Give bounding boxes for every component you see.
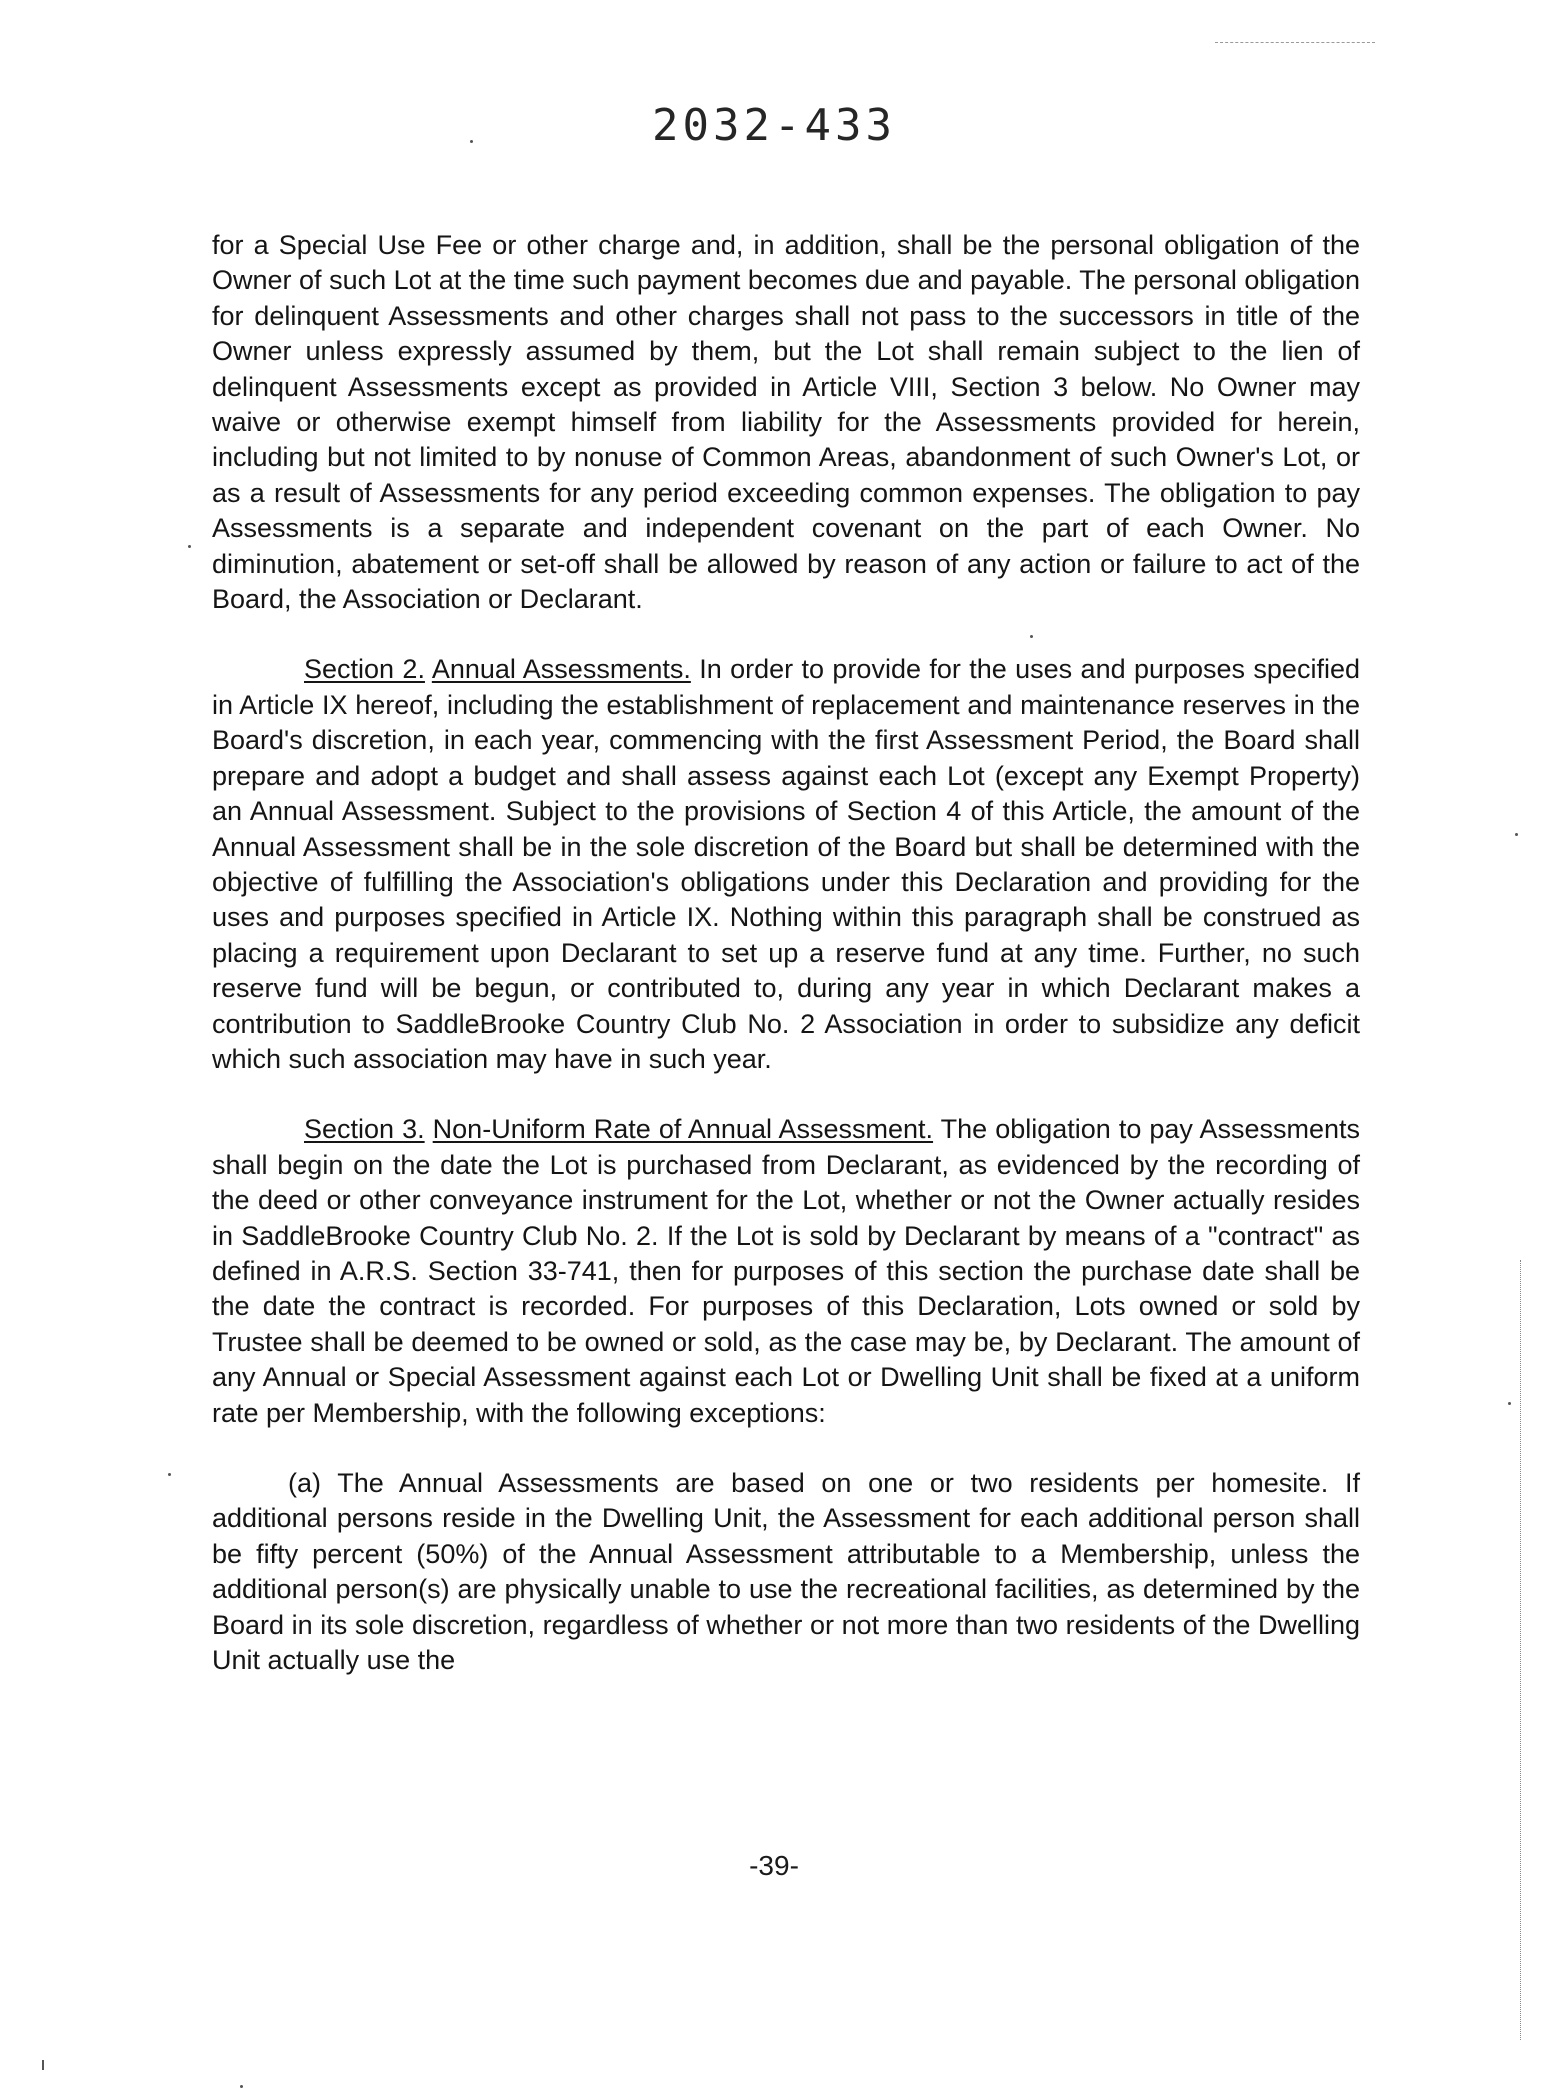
scan-speck <box>168 1473 171 1476</box>
section-3-label: Section 3. <box>304 1114 425 1145</box>
section-2-label: Section 2. <box>304 654 425 685</box>
document-body <box>212 228 1360 1713</box>
section-3-title: Non-Uniform Rate of Annual Assessment. <box>432 1114 934 1145</box>
subsection-a-paragraph <box>212 1466 1360 1678</box>
scan-speck <box>470 140 473 143</box>
paragraph-continuation: for a Special Use Fee or other charge and, in addition, shall be the personal obligation of the Owner of such Lot at the time such payment becomes due and payable. The personal obligation for delinquent Assessments and other charges shall not pass to the successors in title of the Owner unless expressly assumed by them, but the Lot shall remain subject to the lien of delinquent Assessments except as provided in Article VIII, Section 3 below. No Owner may waive or otherwise exempt himself from liability for the Assessments provided for herein, including but not limited to by nonuse of Common Areas, abandonment of such Owner's Lot, or as a result of Assessments for any period exceeding common expenses. The obligation to pay Assessments is a separate and independent covenant on the part of each Owner. No diminution, abatement or set-off shall be allowed by reason of any action or failure to act of the Board, the Association or Declarant. <box>212 230 1360 615</box>
scan-speck <box>240 2085 243 2088</box>
section-3-body: The obligation to pay Assessments shall begin on the date the Lot is purchased from Declarant, as evidenced by the recording of the deed or other conveyance instrument for the Lot, whether or not the Owner actually resides in SaddleBrooke Country Club No. 2. If the Lot is sold by Declarant by means of a "contract" as defined in A.R.S. Section 33-741, then for purposes of this section the purchase date shall be the date the contract is recorded. For purposes of this Declaration, Lots owned or sold by Trustee shall be deemed to be owned or sold, as the case may be, by Declarant. The amount of any Annual or Special Assessment against each Lot or Dwelling Unit shall be fixed at a uniform rate per Membership, with the following exceptions: <box>212 1114 1361 1428</box>
scan-speck <box>1515 833 1518 836</box>
section-2-paragraph <box>212 652 1360 1077</box>
section-2-body: In order to provide for the uses and purposes specified in Article IX hereof, including the establishment of replacement and maintenance reserves in the Board's discretion, in each year, commencing with the first Assessment Period, the Board shall prepare and adopt a budget and shall assess against each Lot (except any Exempt Property) an Annual Assessment. Subject to the provisions of Section 4 of this Article, the amount of the Annual Assessment shall be in the sole discretion of the Board but shall be determined with the objective of fulfilling the Association's obligations under this Declaration and providing for the uses and purposes specified in Article IX. Nothing within this paragraph shall be construed as placing a requirement upon Declarant to set up a reserve fund at any time. Further, no such reserve fund will be begun, or contributed to, during any year in which Declarant makes a contribution to SaddleBrooke Country Club No. 2 Association in order to subsidize any deficit which such association may have in such year. <box>212 654 1360 1074</box>
section-2-title: Annual Assessments. <box>431 654 691 685</box>
recording-number: 2032-433 <box>652 100 896 151</box>
scan-speck <box>1030 635 1033 638</box>
scan-artifact-top-line <box>1215 42 1375 43</box>
subsection-a-text: (a) The Annual Assessments are based on one or two residents per homesite. If additional persons reside in the Dwelling Unit, the Assessment for each additional person shall be fifty percent (50%) of the Annual Assessment attributable to a Membership, unless the additional person(s) are physically unable to use the recreational facilities, as determined by the Board in its sole discretion, regardless of whether or not more than two residents of the Dwelling Unit actually use the <box>212 1468 1360 1676</box>
scan-speck <box>188 545 191 548</box>
section-3-paragraph <box>212 1112 1360 1431</box>
scan-artifact-right-edge <box>1520 1260 1521 2040</box>
scan-speck <box>42 2060 44 2070</box>
scan-speck <box>1508 1402 1511 1405</box>
page-number: -39- <box>749 1850 799 1881</box>
